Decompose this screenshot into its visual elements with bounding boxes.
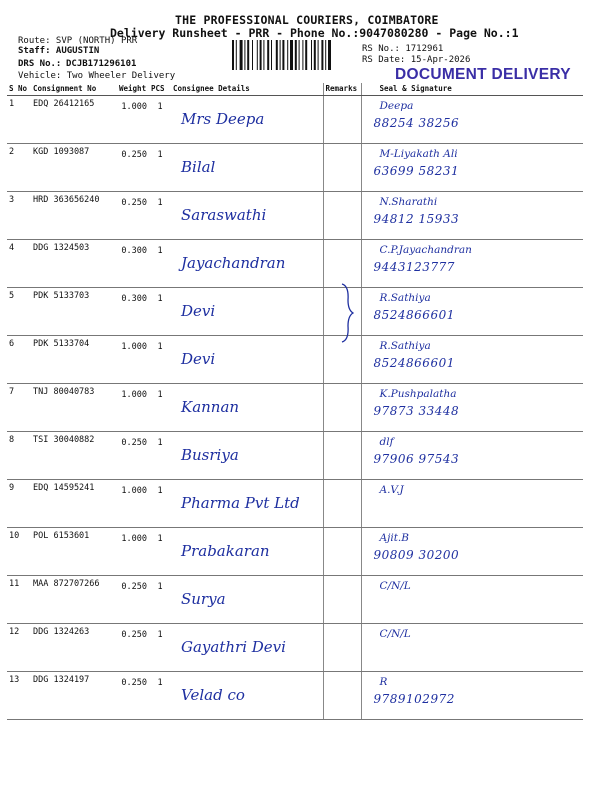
- row-consignee: [171, 528, 323, 576]
- row-signature: [361, 576, 583, 624]
- table-row: [7, 144, 583, 192]
- row-consignment-no: POL 6153601: [31, 528, 117, 576]
- row-sno: 5: [7, 288, 31, 336]
- handwritten-consignee-name: Gayathri Devi: [181, 638, 286, 656]
- handwritten-phone: 88254 38256: [373, 116, 460, 130]
- handwritten-signature: C/N/L: [379, 628, 411, 640]
- row-weight: 1.000: [117, 96, 149, 144]
- row-signature: [361, 192, 583, 240]
- handwritten-consignee-name: Bilal: [181, 158, 216, 176]
- row-signature: [361, 432, 583, 480]
- row-signature: [361, 480, 583, 528]
- col-consignment: Consignment No: [31, 83, 117, 96]
- handwritten-consignee-name: Saraswathi: [181, 206, 267, 224]
- row-weight: 0.250: [117, 672, 149, 720]
- row-pcs: 1: [149, 240, 171, 288]
- company-name: THE PROFESSIONAL COURIERS, COIMBATORE: [175, 13, 439, 27]
- row-remarks: [323, 480, 361, 528]
- same-recipient-bracket: [340, 282, 354, 344]
- row-weight: 0.300: [117, 240, 149, 288]
- table-row: [7, 384, 583, 432]
- handwritten-consignee-name: Velad co: [181, 686, 245, 704]
- row-remarks: [323, 96, 361, 144]
- row-consignee: [171, 336, 323, 384]
- handwritten-signature: K.Pushpalatha: [379, 388, 457, 400]
- row-pcs: 1: [149, 384, 171, 432]
- table-row: [7, 96, 583, 144]
- handwritten-phone: 9443123777: [373, 260, 455, 274]
- row-sno: 9: [7, 480, 31, 528]
- route-label: Route: SVP (NORTH) PRR: [18, 36, 138, 46]
- row-pcs: 1: [149, 528, 171, 576]
- row-pcs: 1: [149, 672, 171, 720]
- handwritten-signature: C/N/L: [379, 580, 411, 592]
- row-sno: 13: [7, 672, 31, 720]
- handwritten-signature: R.Sathiya: [379, 292, 431, 304]
- handwritten-phone: 97873 33448: [373, 404, 460, 418]
- handwritten-signature: A.V.J: [379, 484, 404, 496]
- handwritten-phone: 63699 58231: [373, 164, 460, 178]
- handwritten-consignee-name: Pharma Pvt Ltd: [181, 494, 300, 512]
- col-remarks: Remarks: [323, 83, 361, 96]
- handwritten-phone: 9789102972: [373, 692, 455, 706]
- handwritten-consignee-name: Busriya: [181, 446, 239, 464]
- row-weight: 0.250: [117, 576, 149, 624]
- handwritten-signature: N.Sharathi: [379, 196, 438, 208]
- col-consignee: Consignee Details: [171, 83, 323, 96]
- table-row: [7, 576, 583, 624]
- row-sno: 10: [7, 528, 31, 576]
- row-signature: [361, 624, 583, 672]
- row-signature: [361, 528, 583, 576]
- row-signature: [361, 672, 583, 720]
- row-weight: 0.250: [117, 624, 149, 672]
- table-row: [7, 672, 583, 720]
- row-pcs: 1: [149, 432, 171, 480]
- row-remarks: [323, 528, 361, 576]
- row-consignee: [171, 288, 323, 336]
- document-delivery-heading: DOCUMENT DELIVERY: [395, 66, 571, 83]
- handwritten-consignee-name: Jayachandran: [181, 254, 286, 272]
- table-row: [7, 192, 583, 240]
- row-consignee: [171, 96, 323, 144]
- row-consignee: [171, 576, 323, 624]
- table-row: [7, 240, 583, 288]
- row-consignment-no: DDG 1324503: [31, 240, 117, 288]
- row-consignee: [171, 672, 323, 720]
- row-sno: 12: [7, 624, 31, 672]
- handwritten-signature: Deepa: [379, 100, 414, 112]
- handwritten-phone: 97906 97543: [373, 452, 460, 466]
- runsheet-subtitle: Delivery Runsheet - PRR - Phone No.:9047080280 - Page No.:1: [110, 26, 519, 40]
- handwritten-signature: M-Liyakath Ali: [379, 148, 458, 160]
- rs-number: RS No.: 1712961: [362, 44, 444, 54]
- table-row: [7, 288, 583, 336]
- table-row: [7, 528, 583, 576]
- row-remarks: [323, 240, 361, 288]
- col-weight: Weight: [117, 83, 149, 96]
- row-remarks: [323, 672, 361, 720]
- row-consignee: [171, 192, 323, 240]
- vehicle-label: Vehicle: Two Wheeler Delivery: [18, 71, 176, 81]
- drs-label: DRS No.:: [18, 59, 62, 69]
- row-sno: 7: [7, 384, 31, 432]
- row-remarks: [323, 144, 361, 192]
- handwritten-consignee-name: Devi: [181, 350, 216, 368]
- row-pcs: 1: [149, 288, 171, 336]
- row-remarks: [323, 576, 361, 624]
- row-pcs: 1: [149, 624, 171, 672]
- table-header-row: [7, 83, 583, 96]
- row-consignee: [171, 144, 323, 192]
- row-consignment-no: MAA 872707266: [31, 576, 117, 624]
- row-weight: 1.000: [117, 528, 149, 576]
- col-sno: S No: [7, 83, 31, 96]
- handwritten-consignee-name: Devi: [181, 302, 216, 320]
- row-weight: 1.000: [117, 384, 149, 432]
- row-consignment-no: EDQ 14595241: [31, 480, 117, 528]
- row-remarks: [323, 624, 361, 672]
- row-consignment-no: EDQ 26412165: [31, 96, 117, 144]
- handwritten-phone: 8524866601: [373, 356, 455, 370]
- row-consignment-no: HRD 363656240: [31, 192, 117, 240]
- row-sno: 2: [7, 144, 31, 192]
- row-remarks: [323, 192, 361, 240]
- col-pcs: PCS: [149, 83, 171, 96]
- table-row: [7, 480, 583, 528]
- barcode: [232, 40, 358, 70]
- table-row: [7, 336, 583, 384]
- col-signature: Seal & Signature: [361, 83, 583, 96]
- row-remarks: [323, 432, 361, 480]
- row-consignee: [171, 384, 323, 432]
- row-weight: 1.000: [117, 336, 149, 384]
- row-pcs: 1: [149, 576, 171, 624]
- table-row: [7, 432, 583, 480]
- handwritten-phone: 8524866601: [373, 308, 455, 322]
- row-remarks: [323, 384, 361, 432]
- row-signature: [361, 144, 583, 192]
- table-row: [7, 624, 583, 672]
- row-pcs: 1: [149, 144, 171, 192]
- handwritten-phone: 90809 30200: [373, 548, 460, 562]
- row-consignee: [171, 624, 323, 672]
- handwritten-consignee-name: Kannan: [181, 398, 240, 416]
- row-signature: [361, 336, 583, 384]
- row-sno: 3: [7, 192, 31, 240]
- handwritten-phone: 94812 15933: [373, 212, 460, 226]
- handwritten-signature: R: [379, 676, 388, 688]
- row-weight: 0.300: [117, 288, 149, 336]
- row-sno: 1: [7, 96, 31, 144]
- row-signature: [361, 240, 583, 288]
- row-pcs: 1: [149, 192, 171, 240]
- row-consignee: [171, 240, 323, 288]
- row-consignee: [171, 432, 323, 480]
- row-weight: 0.250: [117, 192, 149, 240]
- row-signature: [361, 96, 583, 144]
- row-signature: [361, 384, 583, 432]
- handwritten-signature: R.Sathiya: [379, 340, 431, 352]
- handwritten-consignee-name: Surya: [181, 590, 226, 608]
- handwritten-signature: Ajit.B: [379, 532, 409, 544]
- staff-label: Staff: AUGUSTIN: [18, 46, 100, 56]
- row-consignment-no: DDG 1324263: [31, 624, 117, 672]
- row-consignee: [171, 480, 323, 528]
- row-sno: 8: [7, 432, 31, 480]
- row-pcs: 1: [149, 480, 171, 528]
- row-weight: 0.250: [117, 144, 149, 192]
- row-consignment-no: PDK 5133704: [31, 336, 117, 384]
- row-consignment-no: KGD 1093087: [31, 144, 117, 192]
- row-consignment-no: DDG 1324197: [31, 672, 117, 720]
- row-pcs: 1: [149, 96, 171, 144]
- drs-value: DCJB171296101: [66, 59, 137, 69]
- handwritten-signature: dlf: [379, 436, 394, 448]
- row-consignment-no: TSI 30040882: [31, 432, 117, 480]
- row-weight: 1.000: [117, 480, 149, 528]
- row-sno: 6: [7, 336, 31, 384]
- row-pcs: 1: [149, 336, 171, 384]
- rs-date: RS Date: 15-Apr-2026: [362, 55, 471, 65]
- runsheet-table: [7, 83, 583, 720]
- row-weight: 0.250: [117, 432, 149, 480]
- handwritten-consignee-name: Prabakaran: [181, 542, 270, 560]
- row-consignment-no: PDK 5133703: [31, 288, 117, 336]
- handwritten-signature: C.P.Jayachandran: [379, 244, 472, 256]
- row-signature: [361, 288, 583, 336]
- row-sno: 11: [7, 576, 31, 624]
- row-consignment-no: TNJ 80040783: [31, 384, 117, 432]
- row-sno: 4: [7, 240, 31, 288]
- handwritten-consignee-name: Mrs Deepa: [181, 110, 265, 128]
